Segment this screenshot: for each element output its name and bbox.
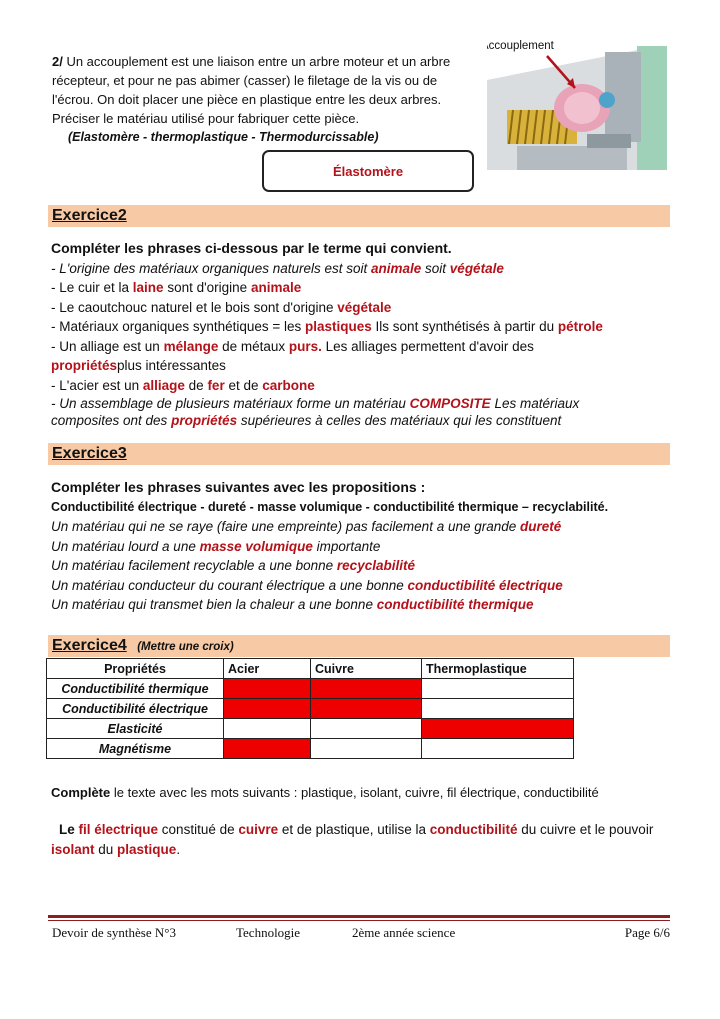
exercise-3-body xyxy=(51,478,691,615)
cell-cuivre xyxy=(311,739,422,759)
answer-text: Élastomère xyxy=(332,163,404,179)
choices: (Elastomère - thermoplastique - Thermodurcissable) xyxy=(68,130,379,144)
ex2-line-6: - L'acier est un alliage de fer et de carbone xyxy=(51,377,315,393)
footer-level: 2ème année science xyxy=(352,925,456,940)
figure-label: Accouplement xyxy=(487,40,554,52)
cell-acier xyxy=(224,739,311,759)
cell-thermo xyxy=(422,739,574,759)
cell-acier xyxy=(224,679,311,699)
cell-acier xyxy=(224,699,311,719)
ex3-sentence-1: Un matériau qui ne se raye (faire une empreinte) pas facilement a une grande dureté xyxy=(51,519,562,534)
exercise-2-body xyxy=(51,239,691,429)
footer-subject: Technologie xyxy=(236,925,301,940)
ex2-line-3: - Le caoutchouc naturel et le bois sont d'origine végétale xyxy=(51,299,392,315)
question-number: 2/ xyxy=(52,54,63,69)
cell-thermo xyxy=(422,699,574,719)
ex3-sentence-4: Un matériau conducteur du courant électrique a une bonne conductibilité électrique xyxy=(51,577,563,593)
cell-thermo xyxy=(422,679,574,699)
ex2-line-5: - Un alliage est un mélange de métaux purs. Les alliages permettent d'avoir des propriétésplus intéressantes xyxy=(51,338,534,373)
properties-table xyxy=(46,658,574,759)
column-header: Thermoplastique xyxy=(422,659,574,679)
table-body xyxy=(47,679,574,759)
column-header: Acier xyxy=(224,659,311,679)
answer-box xyxy=(262,150,474,192)
complete-instruction: Complète le texte avec les mots suivants : plastique, isolant, cuivre, fil électrique, conductibilité xyxy=(51,785,599,800)
table-row xyxy=(47,739,574,759)
coupling-illustration xyxy=(487,38,667,178)
cell-acier xyxy=(224,719,311,739)
table-row xyxy=(47,699,574,719)
footer-page: Page 6/6 xyxy=(624,925,670,940)
exercise-3-title: Exercice3 xyxy=(52,445,127,462)
exercise-2-title: Exercice2 xyxy=(52,207,127,224)
cell-thermo xyxy=(422,719,574,739)
row-label: Elasticité xyxy=(47,719,224,739)
footer-exam: Devoir de synthèse N°3 xyxy=(52,925,176,940)
ex2-line-7: - Un assemblage de plusieurs matériaux forme un matériau COMPOSITE Les matériaux composites ont des propriétés supérieures à celles des matériaux qui les constituent xyxy=(51,396,580,428)
exercise-4-subtitle: (Mettre une croix) xyxy=(137,641,234,653)
exercise-3-instruction: Compléter les phrases suivantes avec les propositions : xyxy=(51,479,426,495)
coupling-figure xyxy=(487,38,667,178)
ex3-sentence-3: Un matériau facilement recyclable a une bonne recyclabilité xyxy=(51,558,415,573)
table-header-row xyxy=(47,659,574,679)
exercise-4-header xyxy=(48,635,670,657)
row-label: Conductibilité électrique xyxy=(47,699,224,719)
ex2-line-4: - Matériaux organiques synthétiques = les plastiques Ils sont synthétisés à partir du pétrole xyxy=(51,319,603,334)
table-row xyxy=(47,679,574,699)
footer-divider-thin xyxy=(48,920,670,921)
table-row xyxy=(47,719,574,739)
row-label: Magnétisme xyxy=(47,739,224,759)
ex2-line-2: - Le cuir et la laine sont d'origine animale xyxy=(51,280,302,295)
question-2 xyxy=(52,52,472,147)
exercise-4-title: Exercice4 xyxy=(52,637,127,654)
column-header: Cuivre xyxy=(311,659,422,679)
column-header: Propriétés xyxy=(47,659,224,679)
exercise-3-proposals: Conductibilité électrique - dureté - masse volumique - conductibilité thermique – recyclabilité. xyxy=(51,499,609,514)
question-text: Un accouplement est une liaison entre un arbre moteur et un arbre récepteur, et pour ne pas abimer (casser) le filetage de la vis ou de l'écrou. On doit placer une pièce en plastique entre les deux arbres. Préciser le matériau utilisé pour fabriquer cette pièce. xyxy=(52,54,451,126)
footer-divider xyxy=(48,915,670,918)
row-label: Conductibilité thermique xyxy=(47,679,224,699)
exercise-2-instruction: Compléter les phrases ci-dessous par le terme qui convient. xyxy=(51,240,452,256)
cell-cuivre xyxy=(311,679,422,699)
exercise-2-header xyxy=(48,205,670,227)
exercise-3-header xyxy=(48,443,670,465)
cell-cuivre xyxy=(311,699,422,719)
cell-cuivre xyxy=(311,719,422,739)
completed-text: Le fil électrique constitué de cuivre et de plastique, utilise la conductibilité du cuivre et le pouvoir isolant du plastique. xyxy=(51,822,654,857)
ex3-sentence-5: Un matériau qui transmet bien la chaleur a une bonne conductibilité thermique xyxy=(51,597,534,612)
ex3-sentence-2: Un matériau lourd a une masse volumique importante xyxy=(51,538,381,554)
ex2-line-1: - L'origine des matériaux organiques naturels est soit animale soit végétale xyxy=(51,260,504,276)
